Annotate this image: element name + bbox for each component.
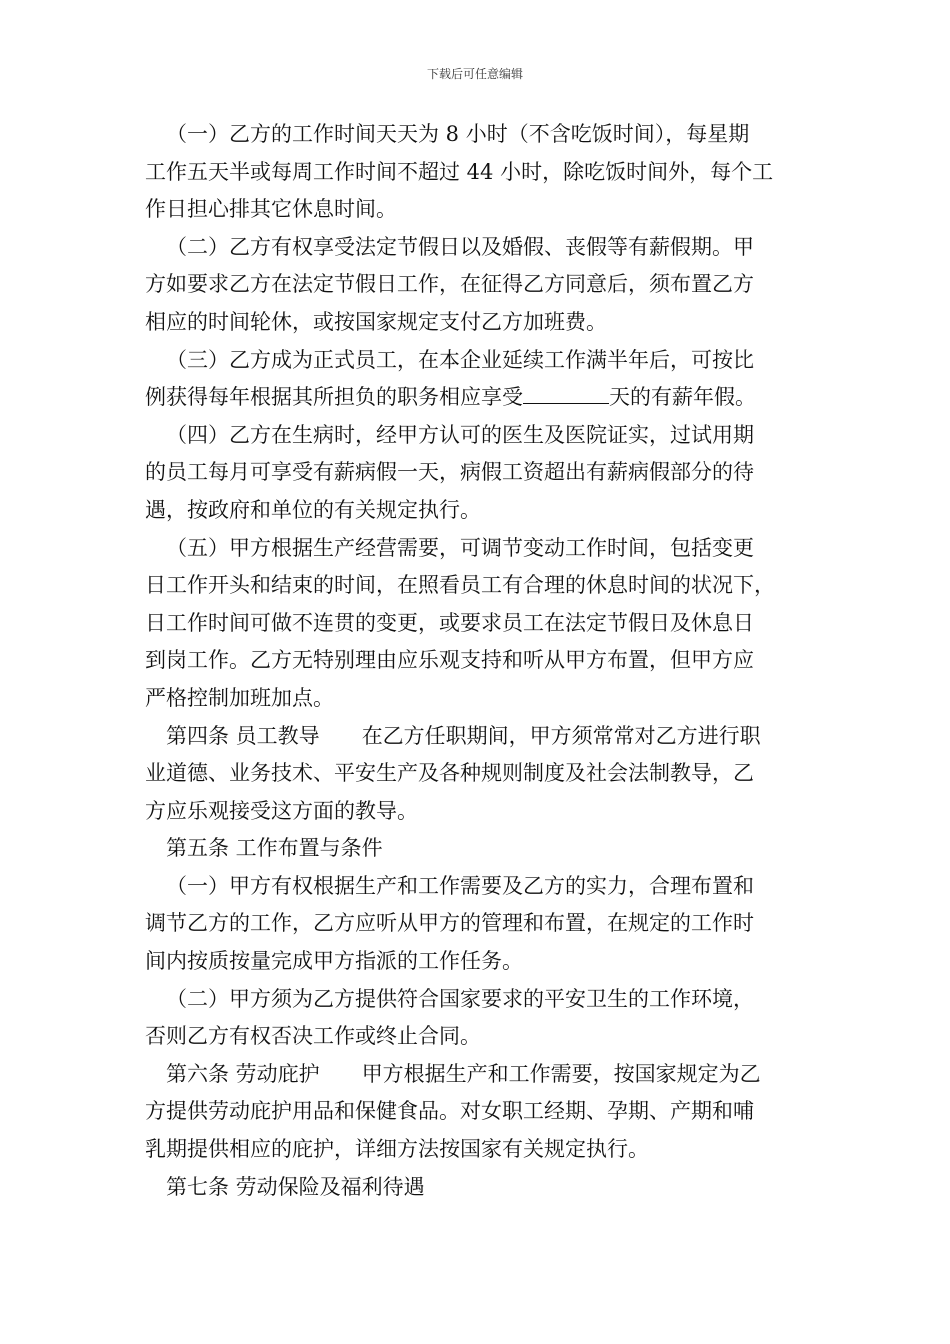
article-title: 第四条 员工教导	[166, 723, 320, 748]
paragraph-text: 甲方根据生产和工作需要，按国家规定为乙	[361, 1061, 761, 1086]
paragraph-line: 作日担心排其它休息时间。	[145, 197, 397, 222]
paragraph-line: 间内按质按量完成甲方指派的工作任务。	[145, 949, 523, 974]
paragraph-line: 遇，按政府和单位的有关规定执行。	[145, 497, 481, 522]
paragraph-line: 业道德、业务技术、平安生产及各种规则制度及社会法制教导，乙	[145, 761, 754, 786]
paragraph-line: 方应乐观接受这方面的教导。	[145, 798, 418, 823]
paragraph-line: （一）甲方有权根据生产和工作需要及乙方的实力，合理布置和	[166, 873, 754, 898]
document-body	[145, 116, 810, 1206]
paragraph-line: （五）甲方根据生产经营需要，可调节变动工作时间，包括变更	[166, 535, 754, 560]
paragraph-line: 方提供劳动庇护用品和保健食品。对女职工经期、孕期、产期和哺	[145, 1099, 754, 1124]
paragraph-line: （二）甲方须为乙方提供符合国家要求的平安卫生的工作环境，	[166, 986, 754, 1011]
fill-in-blank	[523, 381, 609, 404]
paragraph-text: 在乙方任职期间，甲方须常常对乙方进行职	[361, 723, 761, 748]
paragraph-line: （三）乙方成为正式员工，在本企业延续工作满半年后，可按比	[166, 347, 754, 372]
article-title: 第六条 劳动庇护	[166, 1061, 320, 1086]
paragraph-line: 的员工每月可享受有薪病假一天，病假工资超出有薪病假部分的待	[145, 460, 754, 485]
paragraph-line: 乳期提供相应的庇护，详细方法按国家有关规定执行。	[145, 1137, 649, 1162]
article-title: 第五条 工作布置与条件	[166, 836, 383, 861]
paragraph-line: 日工作开头和结束的时间，在照看员工有合理的休息时间的状况下，	[145, 573, 775, 598]
paragraph-line: 调节乙方的工作，乙方应听从甲方的管理和布置，在规定的工作时	[145, 911, 754, 936]
article-heading-line	[145, 718, 810, 756]
paragraph-text: 天的有薪年假。	[609, 385, 756, 410]
paragraph-line: （四）乙方在生病时，经甲方认可的医生及医院证实，过试用期	[166, 422, 754, 447]
paragraph-line: 否则乙方有权否决工作或终止合同。	[145, 1024, 481, 1049]
paragraph-line-with-blank	[145, 379, 810, 417]
page-header: 下载后可任意编辑	[426, 67, 523, 81]
paragraph-line: 工作五天半或每周工作时间不超过 44 小时，除吃饭时间外，每个工	[145, 159, 774, 184]
paragraph-text: 例获得每年根据其所担负的职务相应享受	[145, 385, 523, 410]
paragraph-line: （一）乙方的工作时间天天为 8 小时（不含吃饭时间），每星期	[166, 122, 750, 146]
paragraph-line: （二）乙方有权享受法定节假日以及婚假、丧假等有薪假期。甲	[166, 234, 754, 259]
article-heading-line	[145, 1056, 810, 1094]
paragraph-line: 方如要求乙方在法定节假日工作，在征得乙方同意后，须布置乙方	[145, 272, 754, 297]
paragraph-line: 到岗工作。乙方无特别理由应乐观支持和听从甲方布置，但甲方应	[145, 648, 754, 673]
paragraph-line: 日工作时间可做不连贯的变更，或要求员工在法定节假日及休息日	[145, 610, 754, 635]
paragraph-line: 严格控制加班加点。	[145, 685, 334, 710]
paragraph-line: 相应的时间轮休，或按国家规定支付乙方加班费。	[145, 309, 607, 334]
article-title: 第七条 劳动保险及福利待遇	[166, 1174, 425, 1199]
